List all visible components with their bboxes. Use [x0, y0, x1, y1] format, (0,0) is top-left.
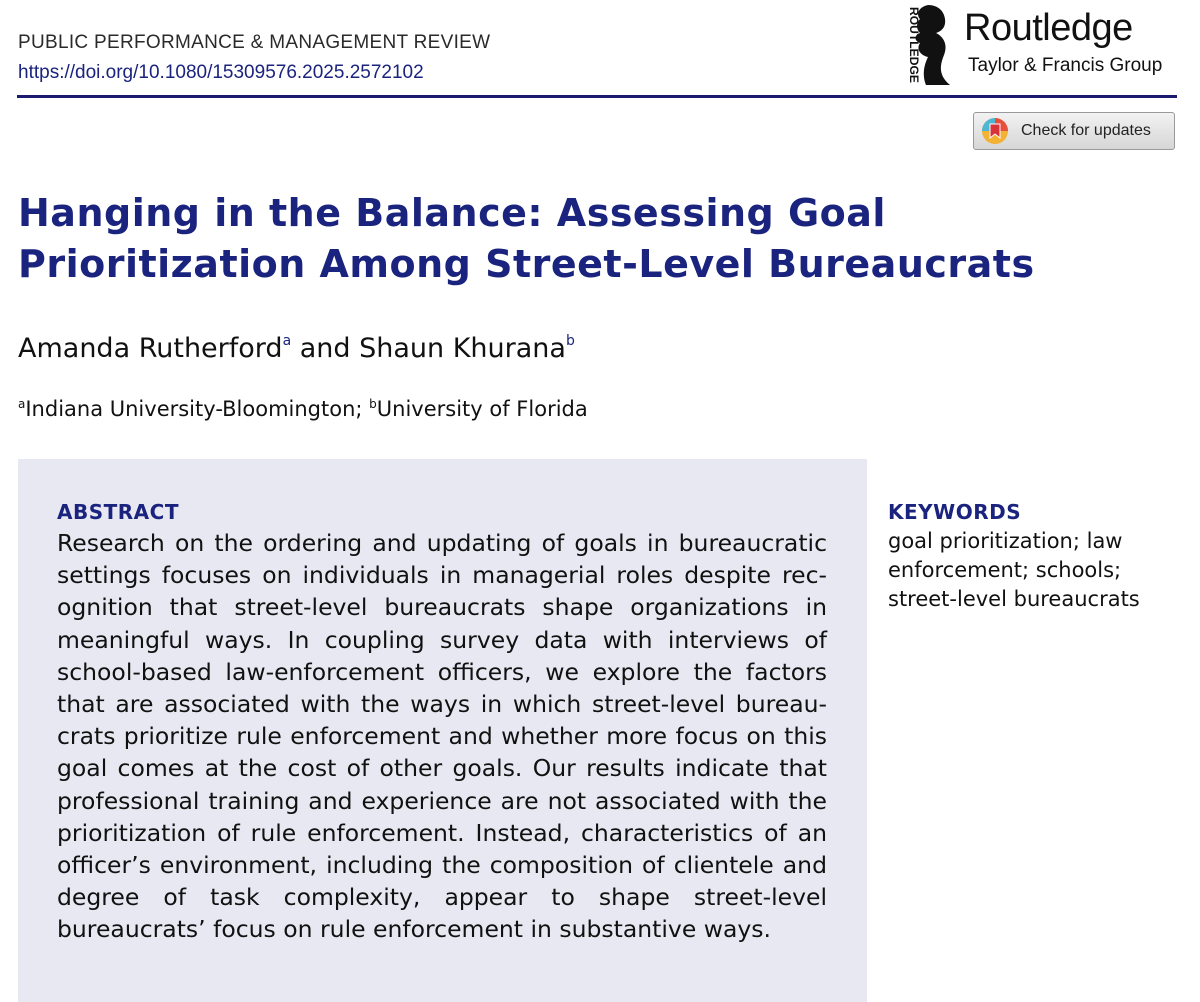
routledge-head-icon	[914, 5, 950, 85]
affiliation-marker: a	[18, 397, 26, 411]
publisher-logo[interactable]	[896, 3, 1181, 85]
abstract-heading: ABSTRACT	[57, 500, 179, 524]
bookmark-badge-icon	[981, 117, 1009, 145]
author-line	[18, 333, 575, 364]
author-conjunction: and	[291, 333, 360, 364]
author-name[interactable]: Shaun Khurana	[359, 333, 566, 364]
doi-link[interactable]: https://doi.org/10.1080/15309576.2025.2572102	[18, 62, 424, 83]
keywords-text: goal prioritization; law enforcement; schools; street-level bureaucrats	[888, 529, 1140, 611]
affiliations	[18, 397, 588, 421]
affiliation-marker[interactable]: a	[282, 333, 292, 349]
author-name[interactable]: Amanda Rutherford	[18, 333, 283, 364]
keywords-heading: KEYWORDS	[888, 500, 1022, 524]
check-for-updates-label: Check for updates	[1021, 122, 1151, 139]
header-rule	[17, 95, 1177, 98]
affiliation-text: University of Florida	[376, 397, 588, 421]
abstract-text: Research on the ordering and updating of goals in bureaucratic settings focuses on individuals in managerial roles despite recognition that street-level bureaucrats shape organizations in meaningful ways. In coupling survey data with interviews of school-based law-enforcement officers, we explore the factors that are associated with the ways in which street-level bureaucrats prioritize rule enforcement and whether more focus on this goal comes at the cost of other goals. Our results indicate that professional training and experience are not associated with the prioritization of rule enforcement. Instead, characteristics of an officer’s environment, including the composition of clientele and degree of task complexity, appear to shape street-level bureaucrats’ focus on rule enforcement in substantive ways.	[57, 529, 827, 944]
logo-name: Routledge	[964, 7, 1133, 49]
affiliation-text: Indiana University-Bloomington;	[25, 397, 370, 421]
logo-subtitle: Taylor & Francis Group	[968, 55, 1163, 76]
check-for-updates-button[interactable]	[973, 112, 1175, 150]
affiliation-marker: b	[369, 397, 377, 411]
logo-vertical-text	[896, 5, 919, 85]
affiliation-marker[interactable]: b	[565, 333, 575, 349]
journal-name: PUBLIC PERFORMANCE & MANAGEMENT REVIEW	[18, 32, 491, 53]
article-title: Hanging in the Balance: Assessing Goal Prioritization Among Street-Level Bureaucrats	[18, 191, 1035, 286]
svg-text:ROUTLEDGE: ROUTLEDGE	[907, 7, 919, 80]
